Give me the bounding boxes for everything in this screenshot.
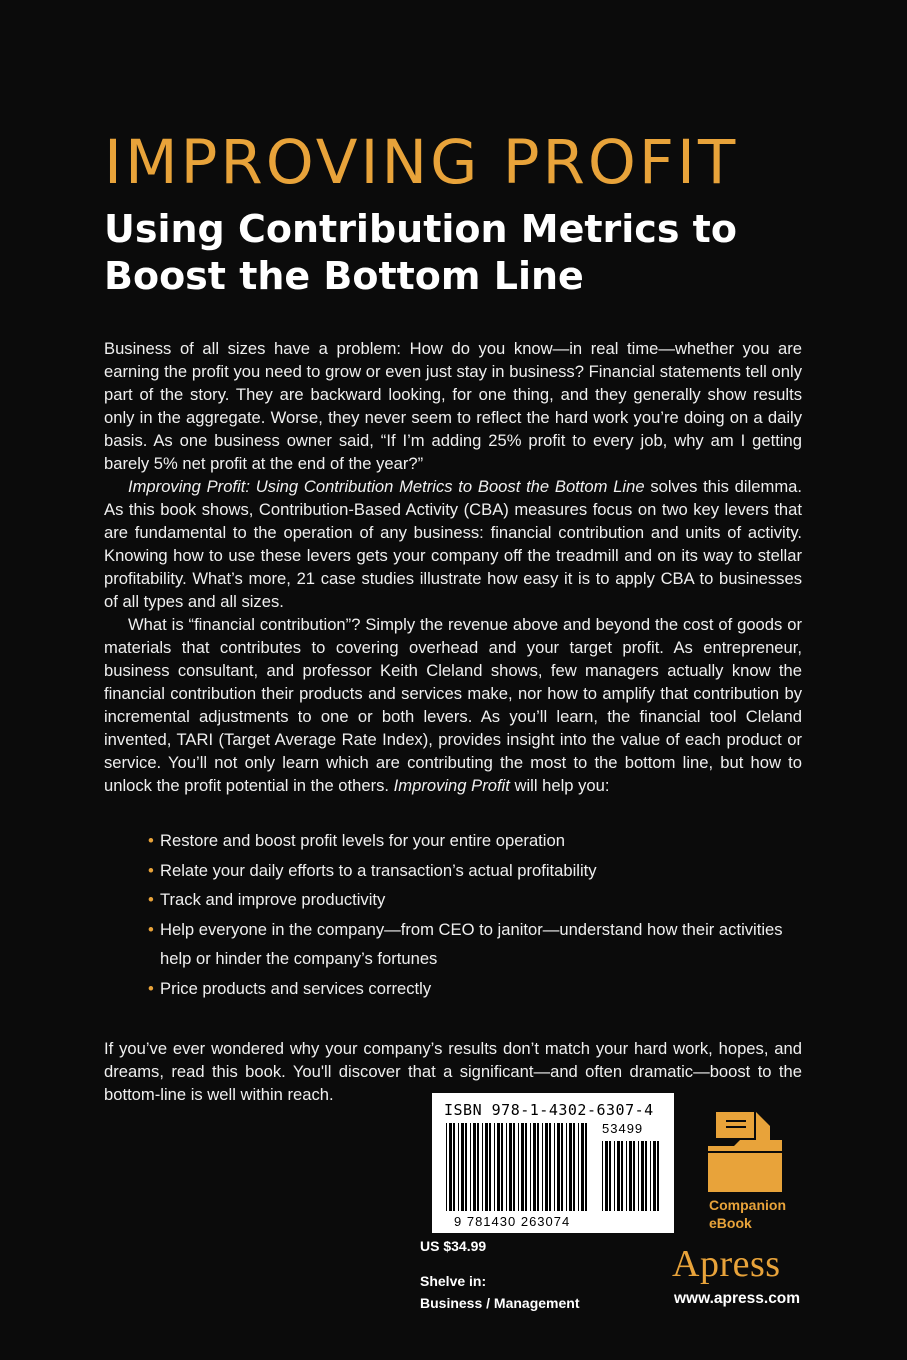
barcode-bar [614,1141,615,1211]
barcode-bar [629,1141,632,1211]
barcode-bar [470,1123,471,1211]
barcode-bar [641,1141,644,1211]
barcode-bar [530,1123,531,1211]
paragraph-2-text: solves this dilemma. As this book shows, Contribution-Based Activity (CBA) measures focus on two key levers that are fundamental to the operation of any business: financial contribution and units of activity. Knowing how to use these levers gets your company off the treadmill and on its way to stellar profitability. What’s more, 21 case studies illustrate how easy it is to apply CBA to businesses of all types and all sizes. [104,477,802,611]
barcode-bar [542,1123,543,1211]
barcode-bar [581,1123,584,1211]
barcode-bar [585,1123,587,1211]
bullet-icon: • [148,919,154,939]
shelve-category: Business / Management [420,1295,580,1311]
barcode-bar [653,1141,656,1211]
list-item-text: Help everyone in the company—from CEO to janitor—understand how their activities help or hinder the company’s fortunes [160,919,783,968]
isbn-number: ISBN 978-1-4302-6307-4 [444,1101,654,1119]
barcode-bar [605,1141,608,1211]
barcode-bar [513,1123,515,1211]
paragraph-3-text: What is “financial contribution”? Simply the revenue above and beyond the cost of goods or materials that contributes to covering overhead and your target profit. As entrepreneur, business consultant, and professor Keith Cleland shows, few managers actually know the financial contribution their products and services make, nor how to amplify that contribution by incremental adjustments to one or both levers. As you’ll learn, the financial tool Cleland invented, TARI (Target Average Rate Index), provides insight into the value of each product or service. You’ll not only learn which are contributing the most to the bottom line, but how to unlock the profit potential in the others. [104,615,802,795]
isbn-barcode [432,1093,674,1233]
barcode-bar [501,1123,503,1211]
closing-paragraph: If you’ve ever wondered why your company’s results don’t match your hard work, hopes, and dreams, read this book. You'll discover that a significant—and often dramatic—boost to the bottom-line is well within reach. [104,1038,802,1104]
list-item [148,856,788,886]
list-item [148,915,788,974]
price: US $34.99 [420,1238,487,1254]
paragraph-3-title: Improving Profit [393,776,510,795]
bullet-icon: • [148,978,154,998]
barcode-bar [626,1141,627,1211]
barcode-bar [617,1141,620,1211]
barcode-bar [506,1123,507,1211]
paragraph-2-title: Improving Profit: Using Contribution Metrics to Boost the Bottom Line [128,477,645,496]
description [104,337,802,797]
list-item [148,974,788,1004]
paragraph-3-end: will help you: [509,776,610,795]
barcode-bar [453,1123,455,1211]
list-item-text: Relate your daily efforts to a transaction’s actual profitability [160,860,597,880]
barcode-bar [557,1123,560,1211]
bullet-icon: • [148,831,154,850]
barcode-bar [473,1123,476,1211]
bullet-icon: • [148,860,154,880]
list-item [148,885,788,915]
barcode-price-code: 53499 [602,1121,644,1136]
publisher-logo: Apress [672,1243,781,1285]
barcode-bar [509,1123,512,1211]
barcode-bar [602,1141,603,1211]
barcode-bar [650,1141,651,1211]
barcode-bar [545,1123,548,1211]
paragraph-1: Business of all sizes have a problem: How do you know—in real time—whether you are earning the profit you need to grow or even just stay in business? Financial statements tell only part of the story. They are backward looking, for one thing, and they generally show results only in the aggregate. Worse, they never seem to reflect the hard work you’re doing on a daily basis. As one business owner said, “If I’m adding 25% profit to every job, why am I getting barely 5% net profit at the end of the year?” [104,339,802,473]
barcode-bar [461,1123,464,1211]
shelving-info [420,1270,580,1314]
barcode-bar [569,1123,572,1211]
book-subtitle: Using Contribution Metrics to Boost the Bottom Line [104,207,737,298]
barcode-bar [521,1123,524,1211]
barcode-bar [446,1123,447,1211]
barcode-bar [609,1141,611,1211]
barcode-bar [497,1123,500,1211]
list-item-text: Track and improve productivity [160,890,386,909]
paragraph-3 [104,613,802,797]
barcode-bar [485,1123,488,1211]
barcode-bar [494,1123,495,1211]
barcode-bar [638,1141,639,1211]
barcode-bar [449,1123,452,1211]
barcode-digits: 9 781430 263074 [454,1214,571,1229]
benefits-list [148,826,788,1003]
barcode-bar [633,1141,635,1211]
companion-line-2: eBook [709,1215,752,1231]
barcode-icon [442,1123,664,1213]
barcode-bar [566,1123,567,1211]
barcode-bar [518,1123,519,1211]
companion-ebook-label [709,1196,786,1232]
barcode-bar [458,1123,459,1211]
companion-line-1: Companion [709,1197,786,1213]
barcode-bar [537,1123,539,1211]
barcode-bar [489,1123,491,1211]
bullet-icon: • [148,890,154,909]
publisher-website: www.apress.com [674,1290,801,1307]
barcode-bar [525,1123,527,1211]
barcode-bar [578,1123,579,1211]
barcode-bar [554,1123,555,1211]
barcode-bar [645,1141,647,1211]
barcode-bar [621,1141,623,1211]
shelve-label: Shelve in: [420,1273,487,1289]
barcode-bar [533,1123,536,1211]
list-item-text: Price products and services correctly [160,978,432,998]
barcode-bar [657,1141,659,1211]
ebook-folder-icon [706,1112,784,1194]
barcode-bar [573,1123,575,1211]
book-title: IMPROVING PROFIT [104,127,739,198]
barcode-bar [465,1123,467,1211]
list-item-text: Restore and boost profit levels for your entire operation [160,831,565,850]
barcode-bar [482,1123,483,1211]
list-item [148,826,788,856]
barcode-bar [561,1123,563,1211]
barcode-bar [477,1123,479,1211]
barcode-bar [549,1123,551,1211]
paragraph-2 [104,475,802,613]
